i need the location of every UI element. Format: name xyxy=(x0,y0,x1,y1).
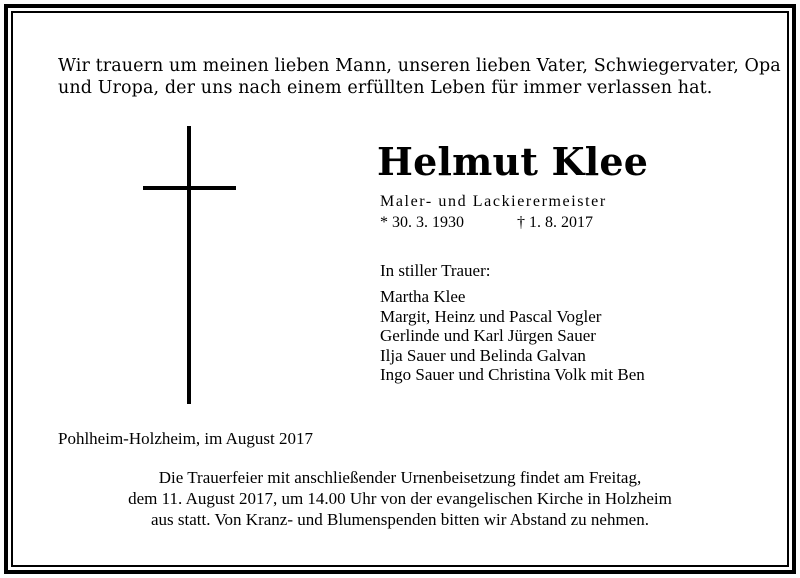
mourner-item: Martha Klee xyxy=(380,287,466,306)
ceremony-notice xyxy=(0,467,800,530)
birth-date: * 30. 3. 1930 xyxy=(380,214,464,231)
intro-line-2: und Uropa, der uns nach einem erfüllten Leben für immer verlassen hat. xyxy=(58,78,713,98)
cross-horizontal-bar xyxy=(143,186,236,190)
deceased-name: Helmut Klee xyxy=(377,139,649,184)
deceased-profession: Maler- und Lackierermeister xyxy=(380,193,607,210)
mourners-heading: In stiller Trauer: xyxy=(380,261,491,280)
ceremony-line-1: Die Trauerfeier mit anschließender Urnenbeisetzung findet am Freitag, xyxy=(158,468,642,487)
mourner-item: Ilja Sauer und Belinda Galvan xyxy=(380,345,586,365)
ceremony-line-2: dem 11. August 2017, um 14.00 Uhr von der evangelischen Kirche in Holzheim xyxy=(128,489,672,508)
mourner-item: Ingo Sauer und Christina Volk mit Ben xyxy=(380,365,645,384)
place-date: Pohlheim-Holzheim, im August 2017 xyxy=(58,429,313,448)
mourners-list xyxy=(380,287,645,385)
mourner-item: Gerlinde und Karl Jürgen Sauer xyxy=(380,326,596,345)
intro-line-1: Wir trauern um meinen lieben Mann, unseren lieben Vater, Schwiegervater, Opa xyxy=(58,56,781,76)
ceremony-line-3: aus statt. Von Kranz- und Blumenspenden bitten wir Abstand zu nehmen. xyxy=(151,510,649,529)
cross-vertical-bar xyxy=(187,126,191,404)
death-date: † 1. 8. 2017 xyxy=(517,214,593,231)
mourner-item: Margit, Heinz und Pascal Vogler xyxy=(380,306,602,326)
